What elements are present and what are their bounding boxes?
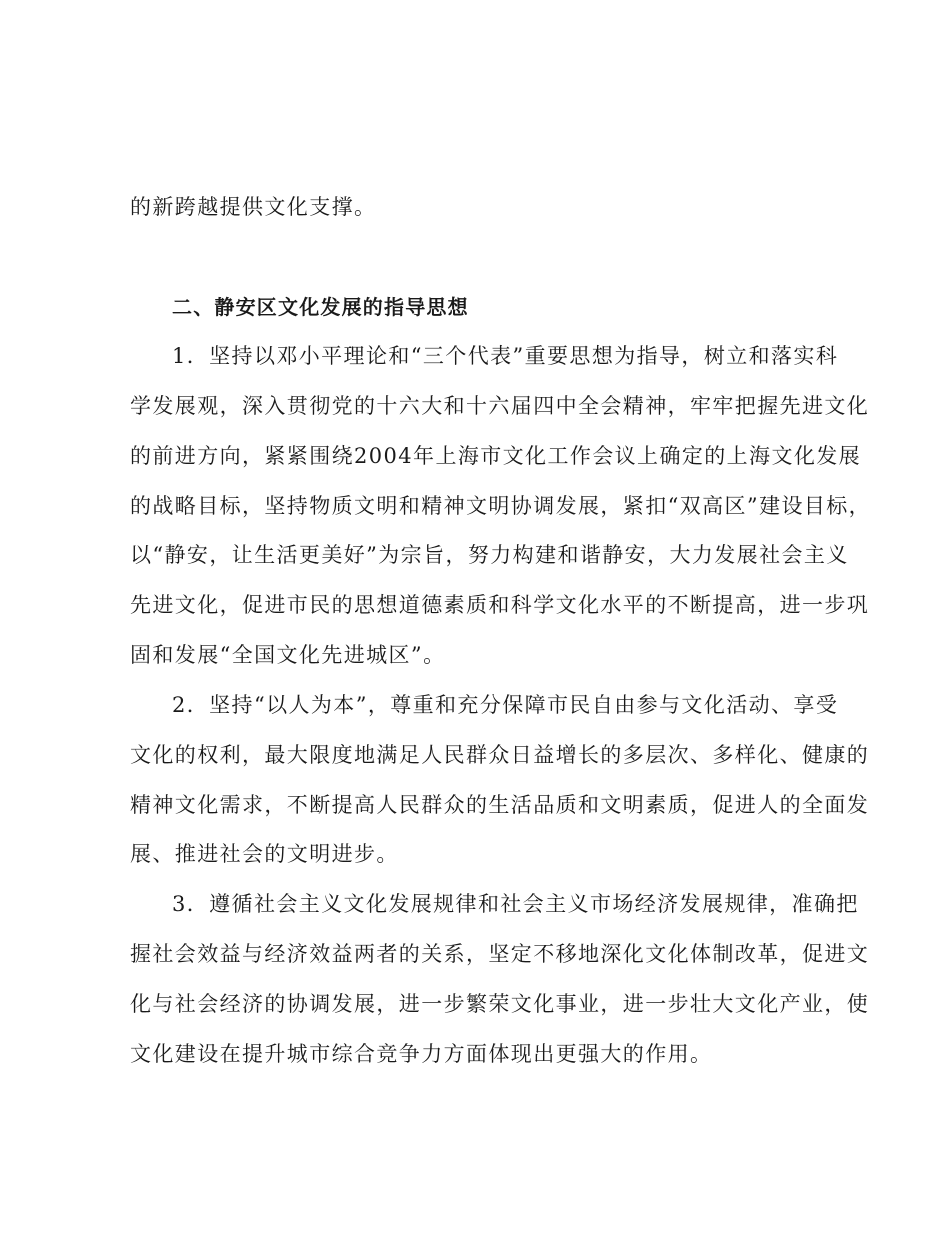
paragraph-line: 精神文化需求，不断提高人民群众的生活品质和文明素质，促进人的全面发	[130, 793, 870, 817]
paragraph-line: 1．坚持以邓小平理论和“三个代表”重要思想为指导，树立和落实科	[172, 344, 839, 368]
paragraph-line: 3．遵循社会主义文化发展规律和社会主义市场经济发展规律，准确把	[172, 892, 859, 916]
paragraph-line: 化与社会经济的协调发展，进一步繁荣文化事业，进一步壮大文化产业，使	[130, 992, 870, 1016]
paragraph-line: 握社会效益与经济效益两者的关系，坚定不移地深化文化体制改革，促进文	[130, 942, 870, 966]
paragraph-line: 以“静安，让生活更美好”为宗旨，努力构建和谐静安，大力发展社会主义	[130, 543, 849, 567]
paragraph-line: 展、推进社会的文明进步。	[130, 842, 399, 866]
paragraph-line: 先进文化，促进市民的思想道德素质和科学文化水平的不断提高，进一步巩	[130, 593, 870, 617]
section-heading: 二、静安区文化发展的指导思想	[172, 295, 469, 319]
paragraph-line: 文化的权利，最大限度地满足人民群众日益增长的多层次、多样化、健康的	[130, 743, 870, 767]
paragraph-line: 的前进方向，紧紧围绕2004年上海市文化工作会议上确定的上海文化发展	[130, 444, 862, 468]
paragraph-line: 2．坚持“以人为本”，尊重和充分保障市民自由参与文化活动、享受	[172, 693, 839, 717]
paragraph-line: 文化建设在提升城市综合竞争力方面体现出更强大的作用。	[130, 1042, 713, 1066]
paragraph-line: 的战略目标，坚持物质文明和精神文明协调发展，紧扣“双高区”建设目标，	[130, 494, 872, 518]
continuation-text: 的新跨越提供文化支撑。	[130, 195, 377, 219]
paragraph-line: 固和发展“全国文化先进城区”。	[130, 643, 446, 667]
paragraph-line: 学发展观，深入贯彻党的十六大和十六届四中全会精神，牢牢把握先进文化	[130, 394, 870, 418]
